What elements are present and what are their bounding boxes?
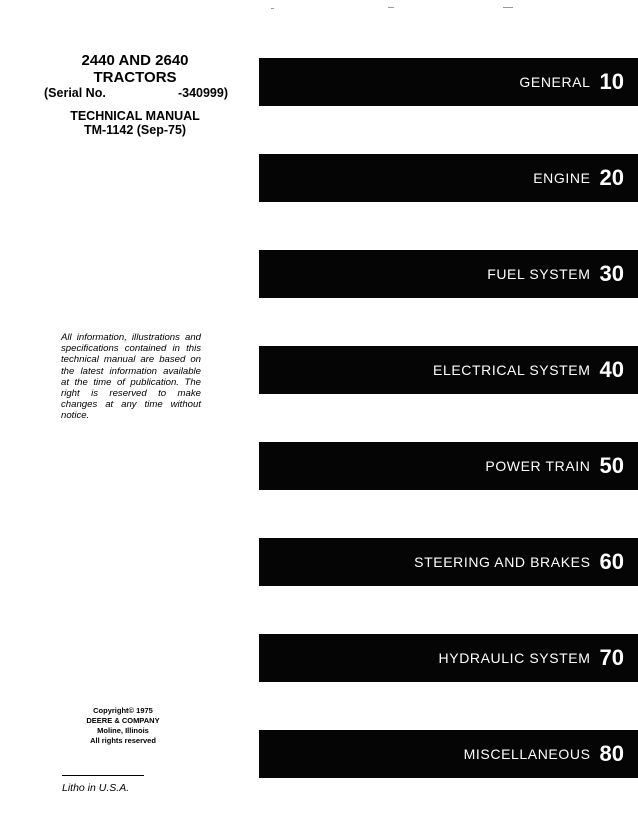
section-number: 40 <box>599 357 624 382</box>
section-tab-general[interactable] <box>259 58 638 106</box>
rights-reserved: All rights reserved <box>90 736 156 745</box>
serial-number <box>40 86 230 101</box>
manual-type: TECHNICAL MANUAL <box>70 109 200 123</box>
section-tab-miscellaneous[interactable] <box>259 730 638 778</box>
section-tab-steering-and-brakes[interactable] <box>259 538 638 586</box>
company-location: Moline, Illinois <box>97 726 149 735</box>
company-name: DEERE & COMPANY <box>86 716 160 725</box>
section-label: HYDRAULIC SYSTEM <box>438 650 591 666</box>
section-number: 60 <box>599 549 624 574</box>
section-tab-power-train[interactable] <box>259 442 638 490</box>
scan-speck <box>388 7 394 8</box>
section-label: MISCELLANEOUS <box>463 746 591 762</box>
section-number: 70 <box>599 645 624 670</box>
section-number: 50 <box>599 453 624 478</box>
copyright-block <box>58 706 188 746</box>
serial-prefix: (Serial No. <box>44 86 106 100</box>
tractors-title: TRACTORS <box>93 69 177 86</box>
section-number: 10 <box>599 69 624 94</box>
section-tab-hydraulic-system[interactable] <box>259 634 638 682</box>
model-title: 2440 AND 2640 <box>81 52 189 69</box>
litho-note: Litho in U.S.A. <box>62 782 130 794</box>
section-label: POWER TRAIN <box>485 458 591 474</box>
section-label: GENERAL <box>519 74 591 90</box>
manual-number: TM-1142 (Sep-75) <box>83 123 187 137</box>
scan-speck <box>271 8 274 9</box>
section-number: 20 <box>599 165 624 190</box>
section-number: 80 <box>599 741 624 766</box>
section-label: ENGINE <box>533 170 591 186</box>
section-number: 30 <box>599 261 624 286</box>
disclaimer-notice: All information, illustrations and specifications contained in this technical manual are based on the latest information available at the time of publication. The right is reserved to make changes at any time without notice. <box>61 332 201 422</box>
section-tab-fuel-system[interactable] <box>259 250 638 298</box>
copyright-line: Copyright© 1975 <box>93 706 153 715</box>
section-tab-electrical-system[interactable] <box>259 346 638 394</box>
section-label: STEERING AND BRAKES <box>414 554 591 570</box>
serial-value: -340999) <box>177 86 228 100</box>
section-label: ELECTRICAL SYSTEM <box>433 362 591 378</box>
scan-speck <box>503 7 513 8</box>
divider <box>62 775 144 776</box>
section-label: FUEL SYSTEM <box>487 266 591 282</box>
section-tab-engine[interactable] <box>259 154 638 202</box>
title-block <box>40 52 230 137</box>
